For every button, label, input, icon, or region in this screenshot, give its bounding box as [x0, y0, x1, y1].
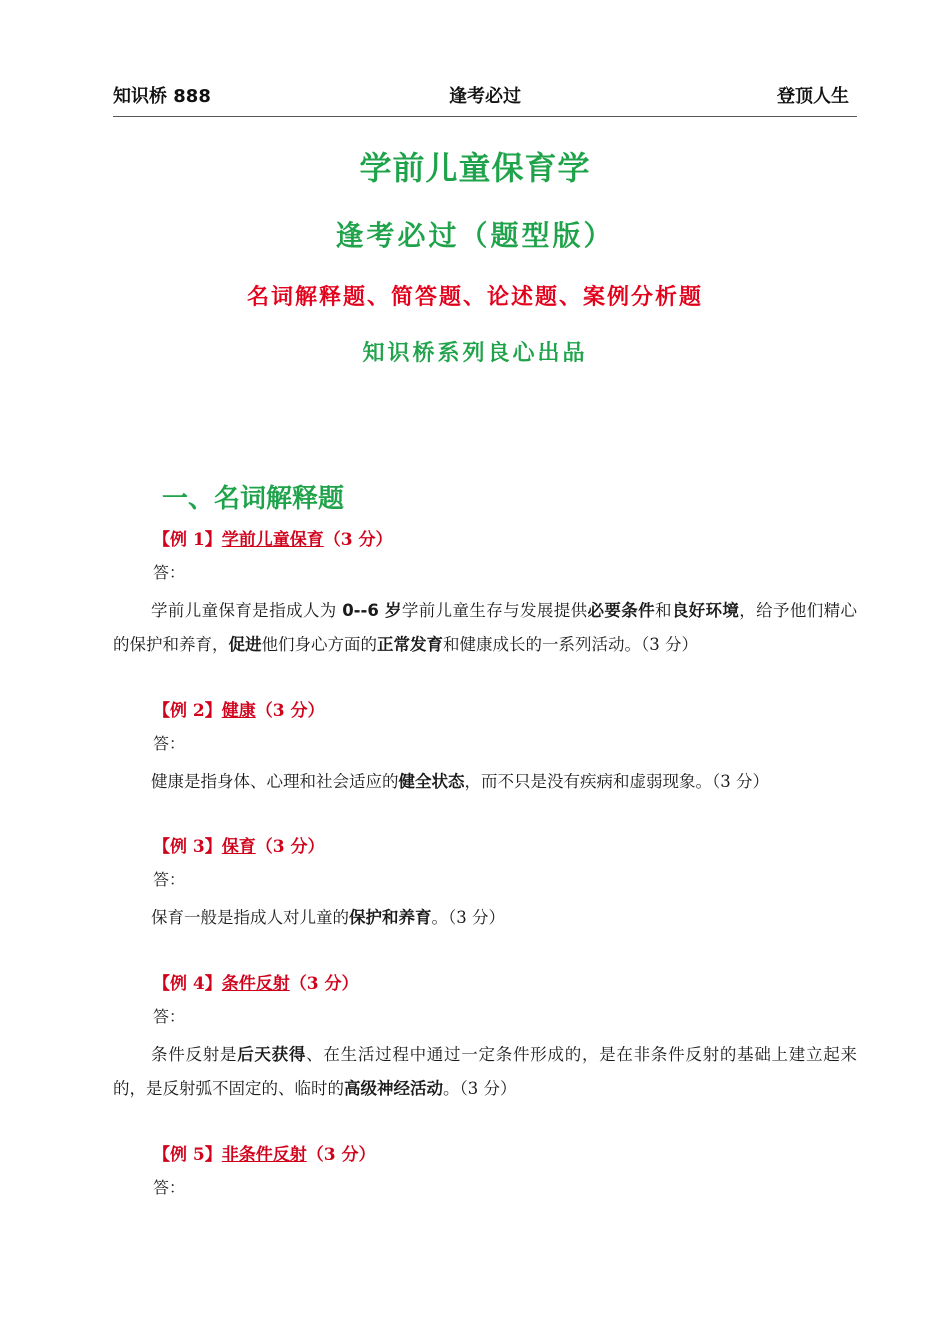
answer-segment: 、在生活过程中通过一定条件形成的，是在非条件反射的基础上建立起来的，是反射弧不固定的、临时的 [113, 1045, 858, 1098]
answer-label: 答： [153, 870, 186, 889]
answer-text [113, 594, 857, 662]
answer-text [151, 901, 857, 935]
answer-segment: 学前儿童生存与发展提供 [401, 601, 588, 620]
answer-segment: 学前儿童保育是指成人为 [151, 601, 343, 620]
section-heading: 一、名词解释题 [162, 484, 345, 514]
answer-segment: 他们身心方面的 [261, 635, 377, 654]
answer-segment: ，而不只是没有疾病和虚弱现象。（3 分） [464, 772, 769, 791]
answer-segment: 。（3 分） [443, 1079, 517, 1098]
answer-segment: 和 [654, 601, 672, 620]
example-heading [153, 835, 857, 859]
example-number: 【例 4】 [153, 974, 222, 994]
example-item [113, 835, 857, 935]
example-item [113, 528, 857, 662]
answer-segment: 健康是指身体、心理和社会适应的 [151, 772, 399, 791]
example-term: 健康 [221, 701, 256, 721]
answer-label: 答： [153, 1007, 186, 1026]
answer-segment: 和健康成长的一系列活动。（3 分） [443, 635, 698, 654]
answer-keyword: 高级神经活动 [344, 1079, 443, 1098]
example-score: （3 分） [323, 530, 393, 550]
example-number: 【例 5】 [153, 1145, 222, 1165]
example-heading [153, 1143, 857, 1167]
answer-segment: 条件反射是 [151, 1045, 238, 1064]
answer-segment: ，给予他们精心的保护和养育， [113, 601, 858, 654]
answer-keyword: 0--6 岁 [342, 601, 402, 620]
example-heading [153, 699, 857, 723]
example-item [113, 972, 857, 1106]
answer-keyword: 促进 [228, 635, 262, 654]
answer-keyword: 健全状态 [398, 772, 465, 791]
header-center-text: 逢考必过 [449, 86, 521, 107]
answer-keyword: 保护和养育 [349, 908, 432, 927]
example-heading [153, 972, 857, 996]
example-item [113, 699, 857, 799]
example-term: 保育 [221, 837, 256, 857]
example-item [113, 1143, 857, 1200]
answer-text [113, 1038, 857, 1106]
answer-label: 答： [153, 1178, 186, 1197]
answer-label: 答： [153, 734, 186, 753]
example-score: （3 分） [289, 974, 359, 994]
answer-label: 答： [153, 563, 186, 582]
example-term: 非条件反射 [221, 1145, 307, 1165]
answer-segment: 保育一般是指成人对儿童的 [151, 908, 349, 927]
example-number: 【例 3】 [153, 837, 222, 857]
subtitle: 逢考必过（题型版） [335, 219, 615, 252]
header-right-text: 登顶人生 [777, 86, 849, 107]
example-score: （3 分） [255, 701, 325, 721]
answer-segment: 。（3 分） [431, 908, 505, 927]
header-left-text: 知识桥 888 [113, 86, 211, 107]
answer-keyword: 良好环境 [671, 601, 740, 620]
example-number: 【例 2】 [153, 701, 222, 721]
series-line: 知识桥系列良心出品 [362, 340, 588, 366]
page-header [113, 78, 857, 117]
example-term: 学前儿童保育 [221, 530, 324, 550]
main-title: 学前儿童保育学 [359, 149, 591, 187]
question-types-line: 名词解释题、简答题、论述题、案例分析题 [246, 284, 703, 310]
example-heading [153, 528, 857, 552]
example-score: （3 分） [255, 837, 325, 857]
example-term: 条件反射 [221, 974, 290, 994]
answer-text [151, 765, 857, 799]
answer-keyword: 必要条件 [587, 601, 655, 620]
example-score: （3 分） [306, 1145, 376, 1165]
answer-keyword: 后天获得 [237, 1045, 307, 1064]
example-number: 【例 1】 [153, 530, 222, 550]
answer-keyword: 正常发育 [377, 635, 443, 654]
